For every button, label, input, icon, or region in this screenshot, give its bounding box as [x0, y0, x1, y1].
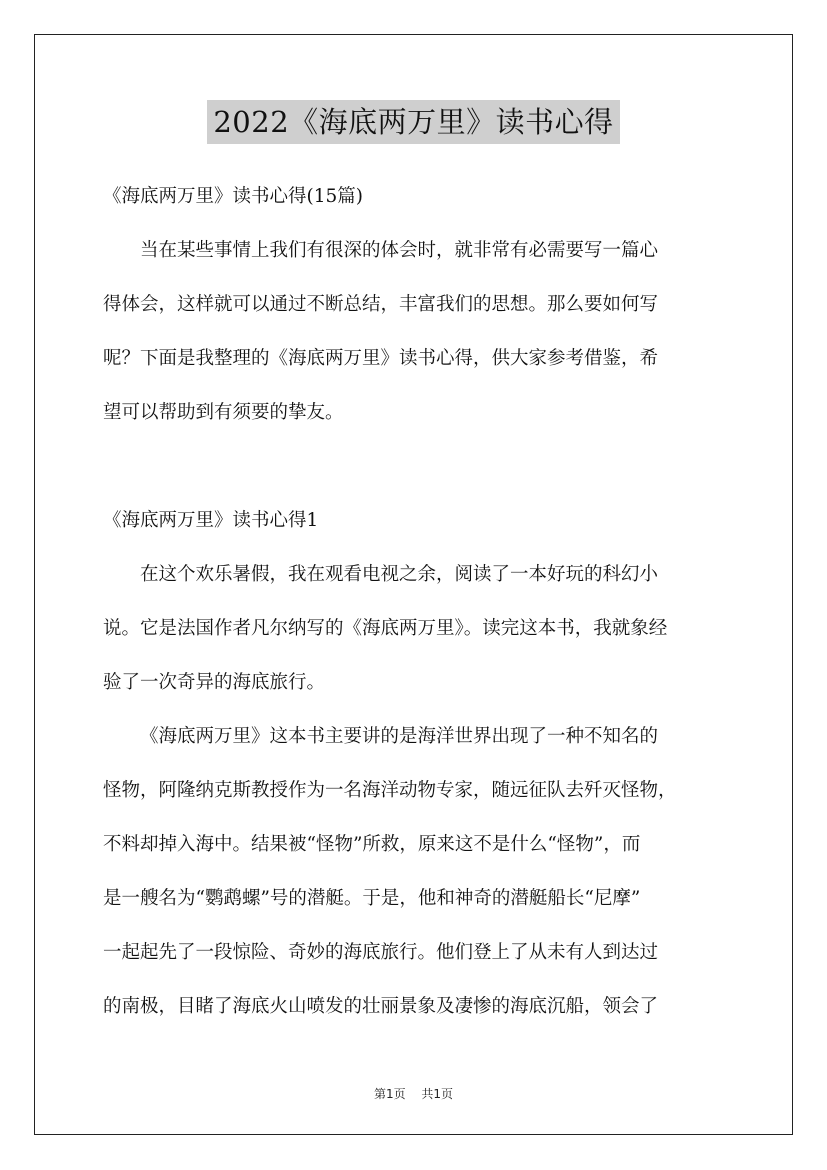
page-total: 共1页	[421, 1087, 454, 1101]
text-line: 怪物，阿隆纳克斯教授作为一名海洋动物专家，随远征队去歼灭怪物，	[103, 780, 677, 801]
paragraph-1	[103, 548, 727, 710]
text-line: 望可以帮助到有须要的挚友。	[103, 402, 344, 423]
text-line: 在这个欢乐暑假，我在观看电视之余，阅读了一本好玩的科幻小	[140, 564, 659, 585]
document-body	[103, 170, 727, 1034]
page-footer	[0, 1085, 827, 1102]
intro-paragraph	[103, 224, 727, 440]
text-line: 的南极，目睹了海底火山喷发的壮丽景象及凄惨的海底沉船，领会了	[103, 996, 659, 1017]
text-line: 呢？下面是我整理的《海底两万里》读书心得，供大家参考借鉴，希	[103, 348, 659, 369]
page-number: 第1页	[373, 1087, 406, 1101]
paragraph-2	[103, 710, 727, 1034]
text-line: 得体会，这样就可以通过不断总结，丰富我们的思想。那么要如何写	[103, 294, 659, 315]
section-heading: 《海底两万里》读书心得1	[103, 510, 319, 531]
spacer	[103, 440, 727, 494]
text-line: 是一艘名为“鹦鹉螺”号的潜艇。于是，他和神奇的潜艇船长“尼摩”	[103, 888, 641, 909]
text-line: 验了一次奇异的海底旅行。	[103, 672, 326, 693]
document-title: 2022《海底两万里》读书心得	[207, 100, 619, 144]
title-container	[0, 100, 827, 144]
text-line: 不料却掉入海中。结果被“怪物”所救，原来这不是什么“怪物”，而	[103, 834, 641, 855]
text-line: 一起起先了一段惊险、奇妙的海底旅行。他们登上了从未有人到达过	[103, 942, 659, 963]
document-subtitle: 《海底两万里》读书心得(15篇)	[103, 186, 363, 207]
text-line: 当在某些事情上我们有很深的体会时，就非常有必需要写一篇心	[140, 240, 659, 261]
text-line: 《海底两万里》这本书主要讲的是海洋世界出现了一种不知名的	[140, 726, 659, 747]
text-line: 说。它是法国作者凡尔纳写的《海底两万里》。读完这本书，我就象经	[103, 618, 668, 639]
